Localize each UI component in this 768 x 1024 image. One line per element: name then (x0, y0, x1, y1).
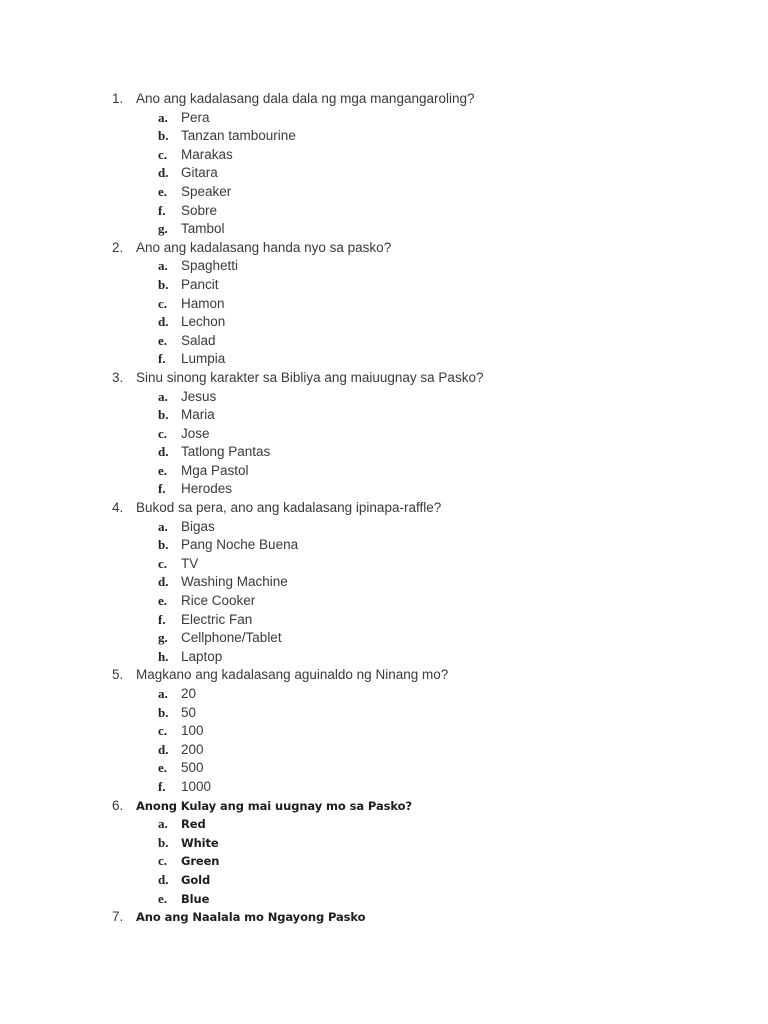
question-text: Magkano ang kadalasang aguinaldo ng Ninang mo? (136, 667, 449, 683)
answer-option (0, 332, 768, 351)
option-letter: a. (158, 388, 168, 404)
option-letter: d. (158, 444, 169, 460)
answer-option (0, 406, 768, 425)
answer-option (0, 480, 768, 499)
option-letter: g. (158, 630, 168, 646)
question-text: Sinu sinong karakter sa Bibliya ang maiuugnay sa Pasko? (136, 369, 484, 385)
answer-option (0, 350, 768, 369)
answer-option (0, 109, 768, 128)
questionnaire-document (0, 90, 768, 927)
option-letter: h. (158, 648, 169, 664)
option-text: Green (181, 854, 220, 869)
answer-option (0, 778, 768, 797)
question-text: Ano ang kadalasang dala dala ng mga mangangaroling? (136, 91, 475, 106)
option-text: 20 (181, 686, 197, 701)
question-block (0, 908, 768, 927)
answer-option (0, 573, 768, 592)
option-letter: b. (158, 704, 169, 720)
option-letter: f. (158, 351, 166, 367)
answer-option (0, 536, 768, 555)
option-text: Speaker (181, 183, 232, 199)
option-letter: d. (158, 314, 169, 330)
question-block (0, 666, 768, 796)
option-text: 500 (181, 760, 204, 776)
option-letter: e. (158, 462, 168, 478)
answer-option (0, 592, 768, 611)
answer-option (0, 685, 768, 704)
answer-option (0, 815, 768, 834)
option-letter: d. (158, 165, 169, 181)
option-letter: b. (158, 128, 169, 144)
answer-option (0, 741, 768, 760)
question-number: 3. (112, 369, 124, 385)
answer-option (0, 295, 768, 314)
question-number: 6. (112, 797, 124, 813)
option-text: Electric Fan (181, 611, 253, 627)
option-letter: e. (158, 760, 168, 776)
question-line (0, 499, 768, 518)
option-text: Tanzan tambourine (181, 128, 296, 144)
option-letter: f. (158, 778, 166, 794)
option-text: Red (181, 817, 206, 832)
option-letter: b. (158, 276, 169, 292)
option-letter: c. (158, 853, 168, 869)
option-text: Spaghetti (181, 258, 239, 274)
question-block (0, 239, 768, 369)
option-text: Mga Pastol (181, 462, 249, 478)
question-line (0, 90, 768, 109)
option-text: Pancit (181, 276, 219, 292)
option-text: Tambol (181, 221, 225, 237)
answer-option (0, 276, 768, 295)
option-text: Lumpia (181, 351, 226, 367)
option-letter: a. (158, 518, 168, 534)
answer-option (0, 759, 768, 778)
option-letter: e. (158, 183, 168, 199)
option-text: Hamon (181, 295, 225, 311)
option-letter: b. (158, 407, 169, 423)
question-number: 7. (112, 909, 124, 925)
answer-option (0, 313, 768, 332)
option-letter: d. (158, 574, 169, 590)
option-text: Maria (181, 407, 215, 423)
option-letter: b. (158, 537, 169, 553)
option-letter: c. (158, 295, 168, 311)
option-letter: d. (158, 871, 169, 887)
question-text: Ano ang Naalala mo Ngayong Pasko (136, 910, 366, 925)
question-line (0, 908, 768, 927)
option-text: Washing Machine (181, 574, 288, 590)
option-text: 1000 (181, 778, 212, 794)
question-number: 4. (112, 500, 124, 516)
answer-option (0, 146, 768, 165)
option-letter: e. (158, 890, 168, 906)
answer-option (0, 704, 768, 723)
option-letter: c. (158, 723, 168, 739)
option-letter: c. (158, 555, 168, 571)
answer-option (0, 629, 768, 648)
question-text: Bukod sa pera, ano ang kadalasang ipinapa-raffle? (136, 500, 442, 516)
question-line (0, 369, 768, 388)
option-letter: a. (158, 109, 168, 125)
option-text: Herodes (181, 481, 233, 497)
option-text: Rice Cooker (181, 593, 256, 609)
answer-option (0, 611, 768, 630)
question-block (0, 90, 768, 239)
option-text: 100 (181, 723, 204, 739)
option-letter: a. (158, 816, 168, 832)
question-line (0, 666, 768, 685)
answer-option (0, 220, 768, 239)
option-letter: e. (158, 332, 168, 348)
question-block (0, 499, 768, 666)
option-text: Blue (181, 891, 210, 906)
answer-option (0, 648, 768, 667)
answer-option (0, 183, 768, 202)
option-text: White (181, 835, 219, 850)
answer-option (0, 164, 768, 183)
answer-option (0, 388, 768, 407)
option-text: Cellphone/Tablet (181, 630, 282, 646)
question-block (0, 369, 768, 499)
option-letter: f. (158, 611, 166, 627)
option-text: Gold (181, 872, 211, 887)
answer-option (0, 852, 768, 871)
question-number: 2. (112, 239, 124, 255)
answer-option (0, 425, 768, 444)
option-letter: a. (158, 258, 168, 274)
option-letter: e. (158, 593, 168, 609)
answer-option (0, 257, 768, 276)
option-text: Laptop (181, 648, 223, 664)
option-text: Pera (181, 109, 210, 125)
question-text: Ano ang kadalasang handa nyo sa pasko? (136, 239, 392, 255)
option-text: Gitara (181, 165, 218, 181)
option-text: Tatlong Pantas (181, 444, 271, 460)
answer-option (0, 722, 768, 741)
question-line (0, 797, 768, 816)
option-text: TV (181, 555, 199, 571)
question-block (0, 797, 768, 909)
option-letter: f. (158, 481, 166, 497)
answer-option (0, 555, 768, 574)
answer-option (0, 202, 768, 221)
option-letter: a. (158, 686, 168, 701)
option-text: Jesus (181, 388, 217, 404)
question-line (0, 239, 768, 258)
option-text: Salad (181, 332, 216, 348)
option-letter: c. (158, 425, 168, 441)
option-text: Bigas (181, 518, 215, 534)
option-text: Jose (181, 425, 210, 441)
option-text: Marakas (181, 146, 233, 162)
option-letter: g. (158, 221, 168, 237)
question-number: 1. (112, 91, 124, 106)
option-letter: b. (158, 834, 169, 850)
option-letter: d. (158, 741, 169, 757)
option-text: Pang Noche Buena (181, 537, 299, 553)
answer-option (0, 518, 768, 537)
option-text: Sobre (181, 202, 218, 218)
option-letter: c. (158, 146, 168, 162)
option-text: 200 (181, 741, 204, 757)
question-number: 5. (112, 667, 124, 683)
answer-option (0, 462, 768, 481)
option-letter: f. (158, 202, 166, 218)
answer-option (0, 443, 768, 462)
answer-option (0, 890, 768, 909)
question-text: Anong Kulay ang mai uugnay mo sa Pasko? (136, 798, 412, 813)
answer-option (0, 834, 768, 853)
option-text: 50 (181, 704, 197, 720)
option-text: Lechon (181, 314, 226, 330)
answer-option (0, 127, 768, 146)
answer-option (0, 871, 768, 890)
